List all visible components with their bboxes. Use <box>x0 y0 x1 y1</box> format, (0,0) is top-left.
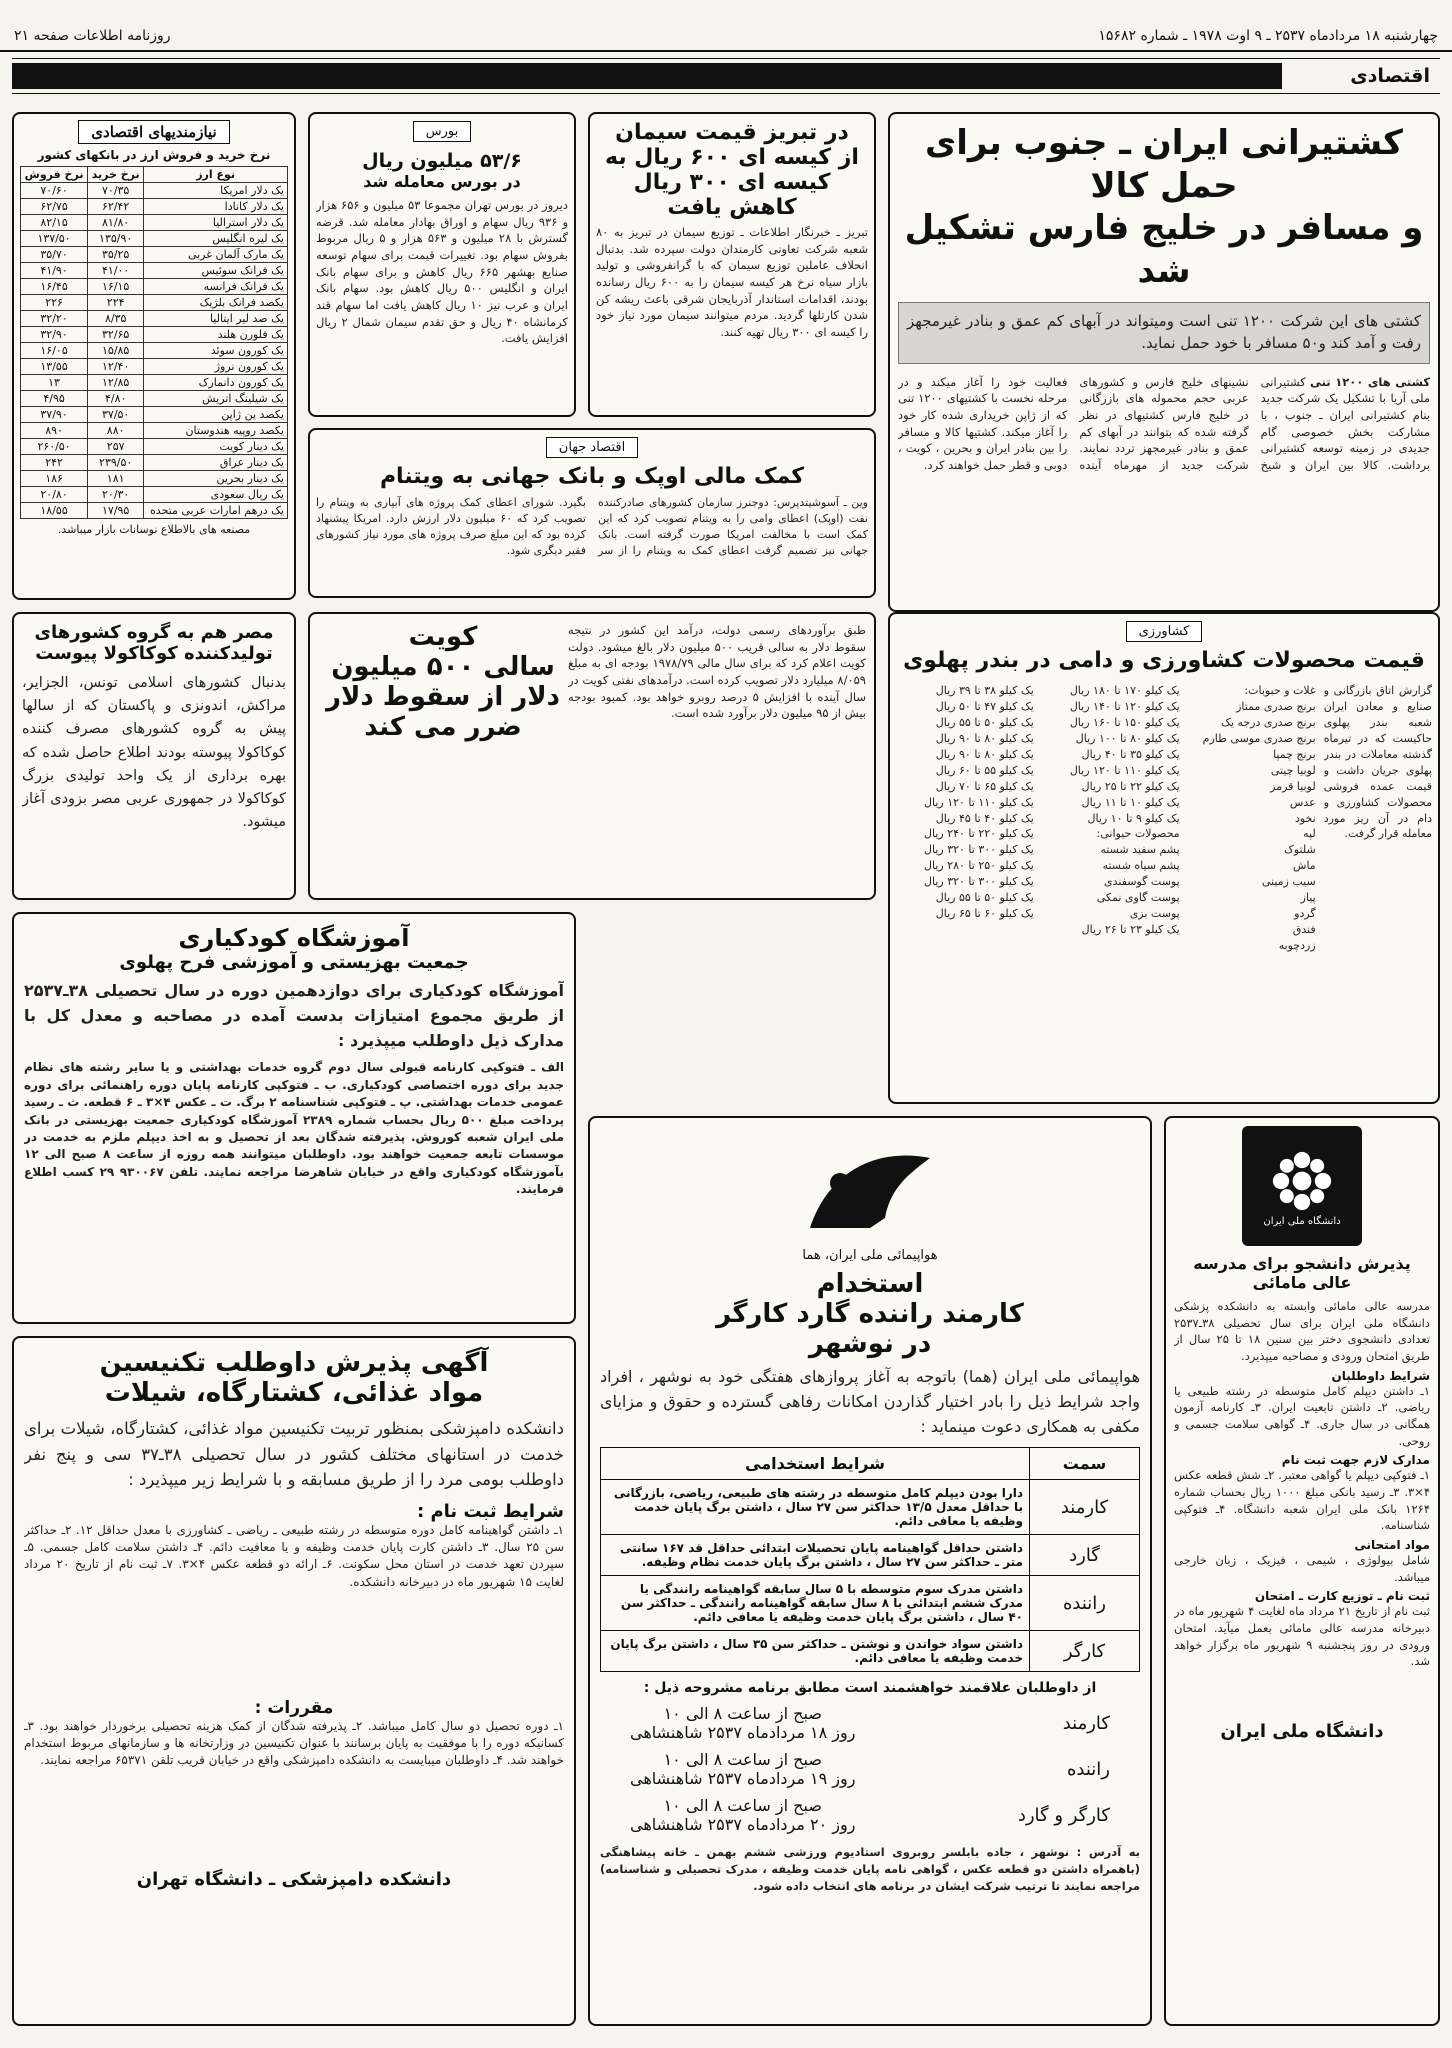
rates-row <box>21 231 288 247</box>
rate-sell: ۱۶/۰۵ <box>21 343 88 359</box>
rates-col-buy: نرخ خرید <box>88 167 144 183</box>
homa-col-conditions: شرایط استخدامی <box>601 1448 1030 1480</box>
agri-price-line: برنج صدری موسی طارم <box>1202 731 1316 745</box>
homa-job-row <box>601 1480 1140 1535</box>
kids-title: آموزشگاه کودکیاری <box>178 924 410 952</box>
tanker-lead: کشتی های این شرکت ۱۲۰۰ تنی است ومیتواند در آبهای کم عمق و بنادر غیرمجهز رفت و آمد کند و۵۰ مسافر با خود حمل نماید. <box>898 302 1430 364</box>
agri-price-line: یک کیلو ۵۰ تا ۵۵ ریال <box>935 891 1034 905</box>
rates-row <box>21 471 288 487</box>
bourse-body: دیروز در بورس تهران مجموعا ۵۳ میلیون و ۶۵۶ هزار و ۹۳۶ ریال سهام و اوراق بهادار معامله شد. قرضه گسترش با ۲۸ میلیون و ۵۶۳ هزار و ۵ ریال مربوط بفروش سهام بود. تغییرات قیمت برای سهام توسعه صنایع بهشهر ۶۶۵ ریال کاهش و برای سهام بانک ایران و انگلیس ۵۰۰ ریال کاهش بود. سهام بانک ایران و عرب نیز ۱۰ ریال کاهش یافت اما سهام قند کرمانشاه ۴۰ ریال و حق تقدم سیمان شمال ۲ ریال افزایش یافت. <box>316 198 568 346</box>
rates-row <box>21 199 288 215</box>
homa-schedule-row <box>600 1700 1140 1746</box>
tech-rules-title: مقررات : <box>254 1697 334 1718</box>
homa-jobs-table <box>600 1447 1140 1672</box>
tech-cond-body: ۱ـ داشتن گواهینامه کامل دوره متوسطه در رشته طبیعی ـ ریاضی ـ کشاورزی با معدل حداقل ۱۲. ۲ـ حداکثر سن ۲۵ سال. ۳ـ داشتن کارت پایان خدمت وظیفه و یا معافیت دائم. ۴ـ داشتن سلامت کامل جسمی. ۵ـ سپردن تعهد خدمت در استان محل سکونت. ۶ـ ارائه دو قطعه عکس ۴×۳. ۷ـ ثبت نام از تاریخ ۲۰ مرداد لغایت ۱۵ شهریور ماه در دبیرخانه دانشکده. <box>24 1522 564 1589</box>
homa-exam-title: از داوطلبان علاقمند خواهشمند است مطابق برنامه مشروحه ذیل : <box>643 1680 1097 1697</box>
rate-buy: ۸/۳۵ <box>88 311 144 327</box>
agri-price-line: یک کیلو ۳۵ تا ۴۰ ریال <box>1081 747 1180 761</box>
rate-currency: یک درهم امارات عربی متحده <box>144 503 288 519</box>
egypt-article <box>12 612 296 900</box>
rate-buy: ۷۰/۳۵ <box>88 183 144 199</box>
agri-price-line: پوست گاوی نمکی <box>1096 891 1180 905</box>
bourse-headline-2: در بورس معامله شد <box>363 172 521 191</box>
section-bar <box>12 58 1440 94</box>
homa-schedule-row <box>600 1746 1140 1792</box>
agri-price-line: برنج صدری ممتاز <box>1236 699 1316 713</box>
agri-price-line: یک کیلو ۲۳ تا ۲۶ ریال <box>1081 923 1180 937</box>
tech-title: آگهی پذیرش داوطلب تکنیسین <box>99 1348 489 1378</box>
agri-price-line: برنج چمپا <box>1273 747 1316 761</box>
rates-row <box>21 295 288 311</box>
agri-price-line: عدس <box>1289 795 1316 809</box>
agri-price-line: فندق <box>1292 923 1316 937</box>
agri-price-line: لوبیا قرمز <box>1270 779 1316 793</box>
homa-job-conditions: داشتن مدرک سوم متوسطه با ۵ سال سابقه گواهینامه رانندگی یا مدرک ششم ابتدائی با ۸ سال سابقه گواهینامه رانندگی ـ حداکثر سن ۴۰ سال ، داشتن برگ پایان خدمت وظیفه یا معافی دائم. <box>601 1576 1030 1631</box>
world-economy-article <box>308 428 876 598</box>
rate-sell: ۶۲/۷۵ <box>21 199 88 215</box>
rate-buy: ۴۱/۰۰ <box>88 263 144 279</box>
cement-headline-1: در تبریز قیمت سیمان <box>615 120 849 145</box>
agri-price-line: پوست گوسفندی <box>1104 875 1180 889</box>
rate-sell: ۲۰/۸۰ <box>21 487 88 503</box>
rates-row <box>21 247 288 263</box>
homa-schedule-time: صبح از ساعت ۸ الی ۱۰ <box>663 1704 822 1724</box>
rate-buy: ۲۳۹/۵۰ <box>88 455 144 471</box>
rates-note: مصنعه های بالاطلاع نوسانات بازار میباشد. <box>57 523 251 536</box>
rate-sell: ۸۹۰ <box>21 423 88 439</box>
rate-currency: یک فرانک فرانسه <box>144 279 288 295</box>
midwife-cond: ۱ـ داشتن دیپلم کامل متوسطه در رشته طبیعی یا ریاضی. ۲ـ داشتن تابعیت ایران. ۳ـ کارنامه آزمون همگانی در سال جاری. ۴ـ گواهی سلامت جسمی و روحی. <box>1174 1383 1430 1448</box>
rate-currency: یک دینار بحرین <box>144 471 288 487</box>
homa-job-row <box>601 1576 1140 1631</box>
rates-row <box>21 311 288 327</box>
agri-price-line: یک کیلو ۴۷ تا ۵۰ ریال <box>935 699 1034 713</box>
rate-sell: ۴/۹۵ <box>21 391 88 407</box>
agri-price-line: شلتوک <box>1283 843 1316 857</box>
rates-row <box>21 407 288 423</box>
kids-subtitle: جمعیت بهزیستی و آموزشی فرح پهلوی <box>119 952 469 973</box>
newspaper-header <box>0 0 1452 52</box>
section-bar-fill <box>12 63 1282 89</box>
tech-body: دانشکده دامپزشکی بمنظور تربیت تکنیسین مواد غذائی، کشتارگاه، شیلات برای خدمت در استانهای مختلف کشور در سال تحصیلی ۳۸ـ۳۷ سی و پنج نفر داوطلب بومی مرد را از طریق مسابقه و با شرایط زیر میپذیرد : <box>24 1419 564 1490</box>
agri-price-line: پوست بزی <box>1129 907 1180 921</box>
rates-row <box>21 343 288 359</box>
homa-col-position: سمت <box>1030 1448 1140 1480</box>
agri-intro: گزارش اتاق بازرگانی و صنایع و معادن ایران شعبه بندر پهلوی حاکیست که در تیرماه گذشته معاملات در بندر پهلوی جریان داشت و قیمت عمده فروشی محصولات کشاورزی و دام در آن ریز مورد معامله قرار گرفت. <box>1323 684 1432 841</box>
kids-school-ad <box>12 912 576 1324</box>
agri-price-line: پشم سیاه شسته <box>1102 859 1180 873</box>
midwife-cond-title: شرایط داوطلبان <box>1331 1368 1430 1383</box>
homa-job-position: کارمند <box>1030 1480 1140 1535</box>
rate-sell: ۴۱/۹۰ <box>21 263 88 279</box>
rate-buy: ۸۱/۸۰ <box>88 215 144 231</box>
agri-price-line: یک کیلو ۱۰ تا ۱۱ ریال <box>1081 795 1180 809</box>
midwife-title-1: پذیرش دانشجو برای مدرسه <box>1193 1254 1411 1273</box>
tech-cond-title: شرایط ثبت نام : <box>417 1500 564 1522</box>
rate-buy: ۱۷/۹۵ <box>88 503 144 519</box>
agri-price-line: یک کیلو ۸۰ تا ۹۰ ریال <box>935 731 1034 745</box>
rate-currency: یکصد فرانک بلژیک <box>144 295 288 311</box>
rate-currency: یک کورون نروژ <box>144 359 288 375</box>
homa-schedule-time: صبح از ساعت ۸ الی ۱۰ <box>663 1750 822 1770</box>
rate-buy: ۱۶/۱۵ <box>88 279 144 295</box>
tanker-subhead: کشتی های ۱۲۰۰ تنی <box>1309 374 1430 389</box>
agri-price-line: یک کیلو ۳۸ تا ۳۹ ریال <box>935 684 1034 697</box>
homa-schedule-position: کارمند <box>1062 1712 1110 1734</box>
rate-sell: ۳۲/۲۰ <box>21 311 88 327</box>
cement-body: تبریز ـ خبرنگار اطلاعات ـ توزیع سیمان در تبریز به ۸۰ شعبه شرکت تعاونی کارمندان دولت سپرده شد. بدنبال انحلاف عاملین توزیع سیمان که با گرانفروشی و تولید بازار سیاه نرخ هر کیسه سیمان را به ۶۰۰ ریال رسانده بودند، اقدامات استاندار آذربایجان شرقی باعث ریشه کن شدن کارتلها گردید. مردم میتوانند سیمان مورد نیاز خود را کیسه ای ۳۰۰ ریال تهیه کنند. <box>596 225 868 340</box>
rate-buy: ۶۲/۴۲ <box>88 199 144 215</box>
rate-sell: ۱۳/۵۵ <box>21 359 88 375</box>
tanker-body <box>898 374 1430 624</box>
world-body: وین ـ آسوشیتدپرس: دوجنرز سازمان کشورهای صادرکننده نفت (اوپک) اعطای وامی را به ویتنام تصویب کرد که این کمک است با مخالفت امریکا صورت گرفته است. بانک جهانی نیز تصمیم گرفت اعطای کمک به ویتنام را از سر بگیرد. شورای اعطای کمک پروژه های آبیاری به ویتنام را تصویب کرد که ۶۰ میلیون دلار ارزش دارد. امریکا پیشنهاد کرده بود که این مبلغ صرف پروژه های مورد نیاز کشورهای فقیر دیگری شود. <box>316 496 868 557</box>
rate-buy: ۳۵/۲۵ <box>88 247 144 263</box>
rates-row <box>21 215 288 231</box>
rates-title: نیازمندیهای اقتصادی <box>78 120 229 144</box>
section-label: اقتصادی <box>1350 65 1430 87</box>
kids-body: آموزشگاه کودکیاری برای دوازدهمین دوره در سال تحصیلی ۳۸ـ۲۵۳۷ از طریق مجموع امتیازات بدست آمده در مصاحبه و معدل کل با مدارک ذیل داوطلب میپذیرد : <box>24 981 564 1050</box>
rate-currency: یک لیره انگلیس <box>144 231 288 247</box>
flower-emblem-icon <box>1267 1146 1337 1216</box>
kids-items: الف ـ فتوکپی کارنامه قبولی سال دوم گروه خدمات بهداشتی و یا سایر رشته های نظام جدید برای دوره اختصاصی کودکیاری. ب ـ فتوکپی کارنامه پایان دوره راهنمائی برای دوره عمومی خدمات بهداشتی. پ ـ فتوکپی شناسنامه ۲ برگ. ت ـ عکس ۴×۳ ـ ۶ قطعه. ث ـ رسید پرداخت مبلغ ۵۰۰ ریال بحساب شماره ۲۳۸۹ آموزشگاه کودکیاری جمعیت بهزیستی در بانک ملی ایران شعبه کوروش. پذیرفته شدگان بعد از تحصیل و به اخذ دیپلم ملزم به خدمت در موسسات تابعه جمعیت خواهند بود. داوطلبان میتوانند همه روزه از ساعت ۸ صبح الی ۱۲ بآموزشگاه کودکیاری واقع در خیابان شاهرضا مراجعه نمایند. تلفن ۹۳۰۰۶۷ ۲۹ کسب اطلاع فرمایند. <box>24 1060 564 1197</box>
homa-intro: هواپیمائی ملی ایران (هما) باتوجه به آغاز پروازهای هفتگی خود به نوشهر ، افراد واجد شرایط ذیل را بادر اختیار گذاردن امکانات رفاهی گسترده و حقوق و مزایای مکفی به همکاری دعوت مینماید : <box>600 1367 1140 1436</box>
rate-currency: یکصد روپیه هندوستان <box>144 423 288 439</box>
technician-ad <box>12 1336 576 2026</box>
agri-price-line: غلات و حبوبات: <box>1244 684 1316 697</box>
agri-price-line: یک کیلو ۳۰۰ تا ۳۲۰ ریال <box>923 875 1034 889</box>
midwife-title-2: عالی مامائی <box>1252 1273 1352 1292</box>
homa-job-position: کارگر <box>1030 1631 1140 1672</box>
rate-currency: یک ریال سعودی <box>144 487 288 503</box>
rates-col-currency: نوع ارز <box>144 167 288 183</box>
homa-brand: هواپیمائی ملی ایران، هما <box>802 1248 938 1263</box>
bourse-article <box>308 112 576 417</box>
homa-schedule-date: روز ۱۸ مردادماه ۲۵۳۷ شاهنشاهی <box>630 1723 856 1743</box>
rates-row <box>21 375 288 391</box>
midwife-time: ثبت نام از تاریخ ۲۱ مرداد ماه لغایت ۴ شهریور ماه در دبیرخانه مدرسه عالی مامائی بعمل میآید. امتحان ورودی در روز پنجشنبه ۹ شهریور ماه برگزار خواهد شد. <box>1174 1604 1430 1669</box>
cement-headline-4: کاهش یافت <box>667 195 797 220</box>
agri-price-line: زردچوبه <box>1278 939 1316 952</box>
rates-subtitle: نرخ خرید و فروش ارز در بانکهای کشور <box>37 148 271 162</box>
issue-date: چهارشنبه ۱۸ مردادماه ۲۵۳۷ ـ ۹ اوت ۱۹۷۸ ـ شماره ۱۵۶۸۲ <box>1098 28 1438 44</box>
tanker-article <box>888 112 1440 612</box>
cement-article <box>588 112 876 417</box>
homa-job-conditions: داشتن سواد خواندن و نوشتن ـ حداکثر سن ۳۵ سال ، داشتن برگ پایان خدمت وظیفه یا معافی دائم. <box>601 1631 1030 1672</box>
rates-row <box>21 391 288 407</box>
rate-sell: ۳۵/۷۰ <box>21 247 88 263</box>
agri-price-line: یک کیلو ۵۰ تا ۵۵ ریال <box>935 715 1034 729</box>
rate-buy: ۱۵/۸۵ <box>88 343 144 359</box>
midwife-exam: شامل بیولوژی ، شیمی ، فیزیک ، زبان خارجی میباشد. <box>1174 1553 1430 1584</box>
rate-sell: ۱۸۶ <box>21 471 88 487</box>
agri-price-line: یک کیلو ۱۱۰ تا ۱۲۰ ریال <box>1069 763 1180 777</box>
agri-headline: قیمت محصولات کشاورزی و دامی در بندر پهلوی <box>903 648 1425 673</box>
midwife-signature: دانشگاه ملی ایران <box>1220 1721 1384 1743</box>
homa-jobs-header <box>601 1448 1140 1480</box>
rate-sell: ۸۲/۱۵ <box>21 215 88 231</box>
homa-title: استخدام <box>816 1269 924 1299</box>
agri-col-1 <box>1188 683 1316 1083</box>
rate-buy: ۸۸۰ <box>88 423 144 439</box>
homa-schedule <box>600 1700 1140 1838</box>
agri-price-line: پشم سفید شسته <box>1100 843 1180 857</box>
agri-price-line: یک کیلو ۶۰ تا ۶۵ ریال <box>935 907 1034 921</box>
rates-row <box>21 455 288 471</box>
agri-price-line: یک کیلو ۳۰۰ تا ۳۲۰ ریال <box>923 843 1034 857</box>
agriculture-article <box>888 612 1440 1104</box>
agri-price-line: نخود <box>1294 811 1316 825</box>
agri-price-line: گردو <box>1294 907 1316 921</box>
agri-col-2 <box>896 683 1034 1083</box>
kuwait-headline-1: کویت <box>408 622 478 652</box>
cement-headline-3: کیسه ای ۳۰۰ ریال <box>633 170 831 195</box>
rate-buy: ۲۲۴ <box>88 295 144 311</box>
rate-sell: ۳۲/۹۰ <box>21 327 88 343</box>
tanker-body-text: کشتیرانی ملی آریا با تشکیل یک شرکت جدید بنام کشتیرانی ایران ـ جنوب ، با مشارکت بخش خصوصی گام جدیدی در زمینه توسعه کشتیرانی برداشت. کالا بین ایران و شیخ نشینهای خلیج فارس و کشورهای عربی حجم محموله های بازرگانی در خلیج فارس کشتیهای در نظر گرفته شده که بتوانند در آبهای کم عمق و بنادر غیرمجهز تردد نمایند. شرکت جدید از مهرماه آینده فعالیت خود را آغاز میکند و در مرحله نخست با کشتیهای ۱۲۰۰ تنی که از ژاپن خریداری شده کار خود را آغاز میکند. کشتیها کالا و مسافر را بین بنادر ایران و بحرین ، کویت ، دوبی و قطر حمل خواهند کرد. <box>898 374 1430 472</box>
tech-signature: دانشکده دامپزشکی ـ دانشگاه تهران <box>136 1868 452 1890</box>
rate-sell: ۱۳۷/۵۰ <box>21 231 88 247</box>
rate-currency: یک کورون سوئد <box>144 343 288 359</box>
rate-currency: یک مارک آلمان غربی <box>144 247 288 263</box>
rate-sell: ۲۶۰/۵۰ <box>21 439 88 455</box>
rates-row <box>21 263 288 279</box>
homa-logo-icon <box>770 1128 970 1248</box>
midwife-docs: ۱ـ فتوکپی دیپلم یا گواهی معتبر. ۲ـ شش قطعه عکس ۴×۳. ۳ـ رسید بانکی مبلغ ۱۰۰۰ ریال بحساب شماره ۱۲۶۴ بانک ملی ایران شعبه دانشگاه. ۴ـ فتوکپی شناسنامه. <box>1174 1468 1430 1533</box>
cement-headline-2: از کیسه ای ۶۰۰ ریال به <box>605 145 859 170</box>
rate-buy: ۳۷/۵۰ <box>88 407 144 423</box>
rates-row <box>21 327 288 343</box>
world-tag: اقتصاد جهان <box>546 437 638 458</box>
rate-currency: یک دینار کویت <box>144 439 288 455</box>
rate-currency: یک دلار امریکا <box>144 183 288 199</box>
rate-sell: ۲۲۶ <box>21 295 88 311</box>
midwife-time-title: ثبت نام ـ توزیع کارت ـ امتحان <box>1254 1589 1430 1604</box>
rates-col-sell: نرخ فروش <box>21 167 88 183</box>
agri-price-line: یک کیلو ۱۷۰ تا ۱۸۰ ریال <box>1069 684 1180 697</box>
homa-schedule-position: کارگر و گارد <box>1017 1804 1110 1826</box>
midwife-exam-title: مواد امتحانی <box>1354 1538 1430 1553</box>
agri-price-line: یک کیلو ۲۵۰ تا ۲۸۰ ریال <box>923 859 1034 873</box>
agri-price-line: یک کیلو ۱۲۰ تا ۱۴۰ ریال <box>1069 699 1180 713</box>
homa-job-row <box>601 1535 1140 1576</box>
agri-price-line: یک کیلو ۶۵ تا ۷۰ ریال <box>935 779 1034 793</box>
rate-sell: ۱۳ <box>21 375 88 391</box>
rates-row <box>21 503 288 519</box>
agri-price-line: سیب زمینی <box>1261 875 1316 889</box>
homa-job-position: راننده <box>1030 1576 1140 1631</box>
rate-buy: ۲۵۷ <box>88 439 144 455</box>
rates-row <box>21 487 288 503</box>
homa-schedule-row <box>600 1792 1140 1838</box>
homa-schedule-time: صبح از ساعت ۸ الی ۱۰ <box>663 1796 822 1816</box>
agri-price-line: یک کیلو ۸۰ تا ۱۰۰ ریال <box>1075 731 1180 745</box>
egypt-headline-1: مصر هم به گروه کشورهای <box>34 622 274 643</box>
agri-price-line: لپه <box>1303 827 1316 841</box>
rate-currency: یک شیلینگ اتریش <box>144 391 288 407</box>
homa-schedule-date: روز ۲۰ مردادماه ۲۵۳۷ شاهنشاهی <box>630 1815 856 1835</box>
midwife-ad <box>1164 1116 1440 2026</box>
agri-price-line: یک کیلو ۹ تا ۱۰ ریال <box>1087 811 1180 825</box>
kuwait-headline-4: ضرر می کند <box>364 712 522 742</box>
tech-rules-body: ۱ـ دوره تحصیل دو سال کامل میباشد. ۲ـ پذیرفته شدگان از کمک هزینه تحصیلی برخوردار خواهند بود. ۳ـ کسانیکه دوره را با موفقیت به پایان برسانند با عنوان تکنیسین در وزارتخانه ها و سازمانهای مربوط استخدام خواهند شد. ۴ـ داوطلبان میبایست به دانشکده دامپزشکی واقع در خیابان قریب تلفن ۶۵۳۷۱ مراجعه نمایند. <box>24 1718 564 1768</box>
rate-buy: ۱۳۵/۹۰ <box>88 231 144 247</box>
rate-buy: ۴/۸۰ <box>88 391 144 407</box>
homa-schedule-position: راننده <box>1066 1758 1110 1780</box>
agri-price-line: پیاز <box>1300 891 1316 905</box>
homa-schedule-date: روز ۱۹ مردادماه ۲۵۳۷ شاهنشاهی <box>630 1769 856 1789</box>
midwife-docs-title: مدارک لازم جهت ثبت نام <box>1281 1453 1430 1468</box>
rates-row <box>21 359 288 375</box>
homa-job-conditions: دارا بودن دیپلم کامل متوسطه در رشته های طبیعی، ریاضی، بازرگانی با حداقل معدل ۱۳/۵ حداکثر سن ۲۷ سال ، داشتن برگ پایان خدمت وظیفه یا معافی دائم. <box>601 1480 1030 1535</box>
egypt-headline-2: تولیدکننده کوکاکولا پیوست <box>35 643 273 664</box>
rates-row <box>21 183 288 199</box>
homa-job-row <box>601 1631 1140 1672</box>
agri-tag: کشاورزی <box>1126 621 1203 642</box>
agri-price-line: برنج صدری درجه یک <box>1221 715 1316 729</box>
rate-currency: یک فلورن هلند <box>144 327 288 343</box>
tanker-headline-1: کشتیرانی ایران ـ جنوب برای حمل کالا <box>925 123 1403 206</box>
rate-buy: ۱۲/۴۰ <box>88 359 144 375</box>
rate-currency: یک صد لیر ایتالیا <box>144 311 288 327</box>
rates-table <box>20 166 288 519</box>
currency-rates-box <box>12 112 296 600</box>
page-number: روزنامه اطلاعات صفحه ۲۱ <box>14 28 171 44</box>
rates-row <box>21 279 288 295</box>
agri-col-3 <box>1042 683 1180 1083</box>
rate-currency: یکصد ین ژاپن <box>144 407 288 423</box>
kuwait-article <box>308 612 876 900</box>
rate-sell: ۳۷/۹۰ <box>21 407 88 423</box>
tanker-headline-2: و مسافر در خلیج فارس تشکیل شد <box>904 208 1424 291</box>
homa-ad <box>588 1116 1152 2026</box>
bourse-headline-1: ۵۳/۶ میلیون ریال <box>362 150 522 172</box>
agri-price-line: یک کیلو ۸۰ تا ۹۰ ریال <box>935 747 1034 761</box>
national-university-logo <box>1242 1126 1362 1246</box>
agri-price-line: لوبیا چیتی <box>1270 763 1316 777</box>
rate-buy: ۱۸۱ <box>88 471 144 487</box>
rate-sell: ۷۰/۶۰ <box>21 183 88 199</box>
rate-sell: ۲۴۲ <box>21 455 88 471</box>
homa-place: در نوشهر <box>808 1329 932 1359</box>
tech-title-2: مواد غذائی، کشتارگاه، شیلات <box>104 1378 484 1408</box>
rate-buy: ۱۲/۸۵ <box>88 375 144 391</box>
agri-price-line: یک کیلو ۱۱۰ تا ۱۲۰ ریال <box>923 795 1034 809</box>
kuwait-body: طبق برآوردهای رسمی دولت، درآمد این کشور در نتیجه سقوط دلار به سالی قریب ۵۰۰ میلیون دلار بالغ میشود. دولت کویت اعلام کرد که برای سال مالی ۱۹۷۸/۷۹ بودجه ای به مبلغ ۸/۰۵۹ میلیارد دلار تصویب کرده است. درآمدهای نفتی کویت در سال آینده با افزایش ۵ درصد روبرو خواهد بود. کمبود بودجه بیش از ۹۵ میلیون دلار برآورد شده است. <box>568 623 866 721</box>
rate-currency: یک دینار عراق <box>144 455 288 471</box>
rate-sell: ۱۸/۵۵ <box>21 503 88 519</box>
egypt-body: بدنبال کشورهای اسلامی تونس، الجزایر، مراکش، اندونزی و پاکستان که از سالها پیش به گروه کشورهای مصرف کننده کوکاکولا پیوسته بودند اطلاع حاصل شده که بهره برداری از یک واحد تولیدی بزرگ کوکاکولا در جمهوری عربی مصر بزودی آغاز میشود. <box>22 675 286 831</box>
agri-price-line: یک کیلو ۱۵۰ تا ۱۶۰ ریال <box>1069 715 1180 729</box>
homa-job-position: گارد <box>1030 1535 1140 1576</box>
agri-price-line: یک کیلو ۲۲۰ تا ۲۴۰ ریال <box>923 827 1034 841</box>
rates-row <box>21 423 288 439</box>
rate-sell: ۱۶/۴۵ <box>21 279 88 295</box>
logo-caption: دانشگاه ملی ایران <box>1263 1215 1341 1227</box>
rate-currency: یک کورون دانمارک <box>144 375 288 391</box>
rate-currency: یک دلار استرالیا <box>144 215 288 231</box>
homa-footer: به آدرس : نوشهر ، جاده بابلسر روبروی استادیوم ورزشی ششم بهمن ـ خانه پیشاهنگی (باهمراه داشتن دو قطعه عکس ، گواهی نامه پایان خدمت وظیفه ، مدرک تحصیلی و شناسنامه) مراجعه نمایند تا ترتیب شرکت ایشان در برنامه های انتخاب داده شود. <box>600 1845 1140 1893</box>
agri-price-line: یک کیلو ۵۵ تا ۶۰ ریال <box>935 763 1034 777</box>
world-headline: کمک مالی اوپک و بانک جهانی به ویتنام <box>379 464 805 489</box>
kuwait-headline-3: دلار از سقوط دلار <box>326 682 560 712</box>
rate-buy: ۲۰/۳۰ <box>88 487 144 503</box>
homa-job-conditions: داشتن حداقل گواهینامه پایان تحصیلات ابتدائی حداقل قد ۱۶۷ سانتی متر ـ حداکثر سن ۲۷ سال ، داشتن برگ پایان خدمت نظام وظیفه. <box>601 1535 1030 1576</box>
agri-price-line: محصولات حیوانی: <box>1096 827 1180 841</box>
rates-row <box>21 439 288 455</box>
homa-positions: کارمند راننده گارد کارگر <box>716 1299 1024 1329</box>
kuwait-headline-2: سالی ۵۰۰ میلیون <box>331 652 555 682</box>
rate-buy: ۳۲/۶۵ <box>88 327 144 343</box>
rates-table-body <box>21 183 288 519</box>
rate-currency: یک فرانک سوئیس <box>144 263 288 279</box>
rates-header-row <box>21 167 288 183</box>
midwife-body: مدرسه عالی مامائی وابسته به دانشکده پزشکی دانشگاه ملی ایران برای سال تحصیلی ۳۸ـ۲۵۳۷ تعدادی دانشجوی دختر بین سنین ۱۸ تا ۲۵ سال از طریق امتحان ورودی و مصاحبه میپذیرد. <box>1174 1299 1430 1364</box>
agri-price-line: یک کیلو ۴۰ تا ۴۵ ریال <box>935 811 1034 825</box>
agri-price-line: یک کیلو ۲۲ تا ۲۵ ریال <box>1081 779 1180 793</box>
rate-currency: یک دلار کانادا <box>144 199 288 215</box>
bourse-tag: بورس <box>413 121 471 142</box>
agri-price-line: ماش <box>1293 859 1316 873</box>
homa-jobs-body <box>601 1480 1140 1672</box>
